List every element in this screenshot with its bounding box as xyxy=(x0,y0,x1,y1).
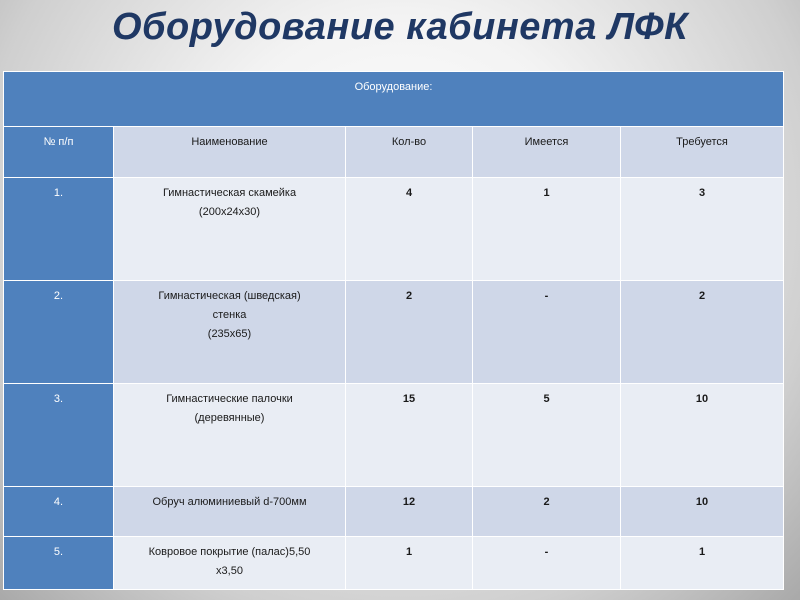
table-row xyxy=(4,537,784,590)
column-header-row xyxy=(4,127,784,178)
item-available: - xyxy=(473,281,621,384)
table-caption-row xyxy=(4,72,784,127)
item-name-line: Гимнастическая скамейка xyxy=(162,187,297,199)
item-name-line: Обруч алюминиевый d-700мм xyxy=(152,496,307,508)
item-name-line: х3,50 xyxy=(216,565,243,577)
item-quantity: 2 xyxy=(346,281,473,384)
column-header-number: № п/п xyxy=(4,127,114,178)
row-number: 2. xyxy=(4,281,114,384)
item-quantity: 1 xyxy=(346,537,473,590)
item-name-line: стенка xyxy=(212,309,247,321)
column-header-name: Наименование xyxy=(114,127,346,178)
item-name xyxy=(114,178,346,281)
item-quantity: 4 xyxy=(346,178,473,281)
table-row xyxy=(4,487,784,537)
column-header-required: Требуется xyxy=(621,127,784,178)
item-required: 10 xyxy=(621,384,784,487)
table-row xyxy=(4,178,784,281)
item-available: 1 xyxy=(473,178,621,281)
item-required: 10 xyxy=(621,487,784,537)
item-quantity: 15 xyxy=(346,384,473,487)
equipment-table xyxy=(3,71,784,590)
table-caption: Оборудование: xyxy=(4,72,784,127)
item-required: 1 xyxy=(621,537,784,590)
item-name xyxy=(114,537,346,590)
table-row xyxy=(4,384,784,487)
slide-title: Оборудование кабинета ЛФК xyxy=(111,6,689,48)
table-row xyxy=(4,281,784,384)
item-name xyxy=(114,487,346,537)
item-quantity: 12 xyxy=(346,487,473,537)
item-name xyxy=(114,281,346,384)
column-header-quantity: Кол-во xyxy=(346,127,473,178)
item-required: 3 xyxy=(621,178,784,281)
row-number: 5. xyxy=(4,537,114,590)
item-available: 2 xyxy=(473,487,621,537)
item-name xyxy=(114,384,346,487)
item-available: 5 xyxy=(473,384,621,487)
row-number: 1. xyxy=(4,178,114,281)
row-number: 3. xyxy=(4,384,114,487)
item-name-line: Гимнастические палочки xyxy=(166,393,293,405)
item-name-line: Гимнастическая (шведская) xyxy=(158,290,301,302)
item-name-line: (деревянные) xyxy=(194,412,265,424)
item-name-line: (235х65) xyxy=(207,328,252,340)
row-number: 4. xyxy=(4,487,114,537)
item-available: - xyxy=(473,537,621,590)
item-name-line: Ковровое покрытие (палас)5,50 xyxy=(148,546,311,558)
column-header-available: Имеется xyxy=(473,127,621,178)
item-name-line: (200х24х30) xyxy=(198,206,261,218)
item-required: 2 xyxy=(621,281,784,384)
